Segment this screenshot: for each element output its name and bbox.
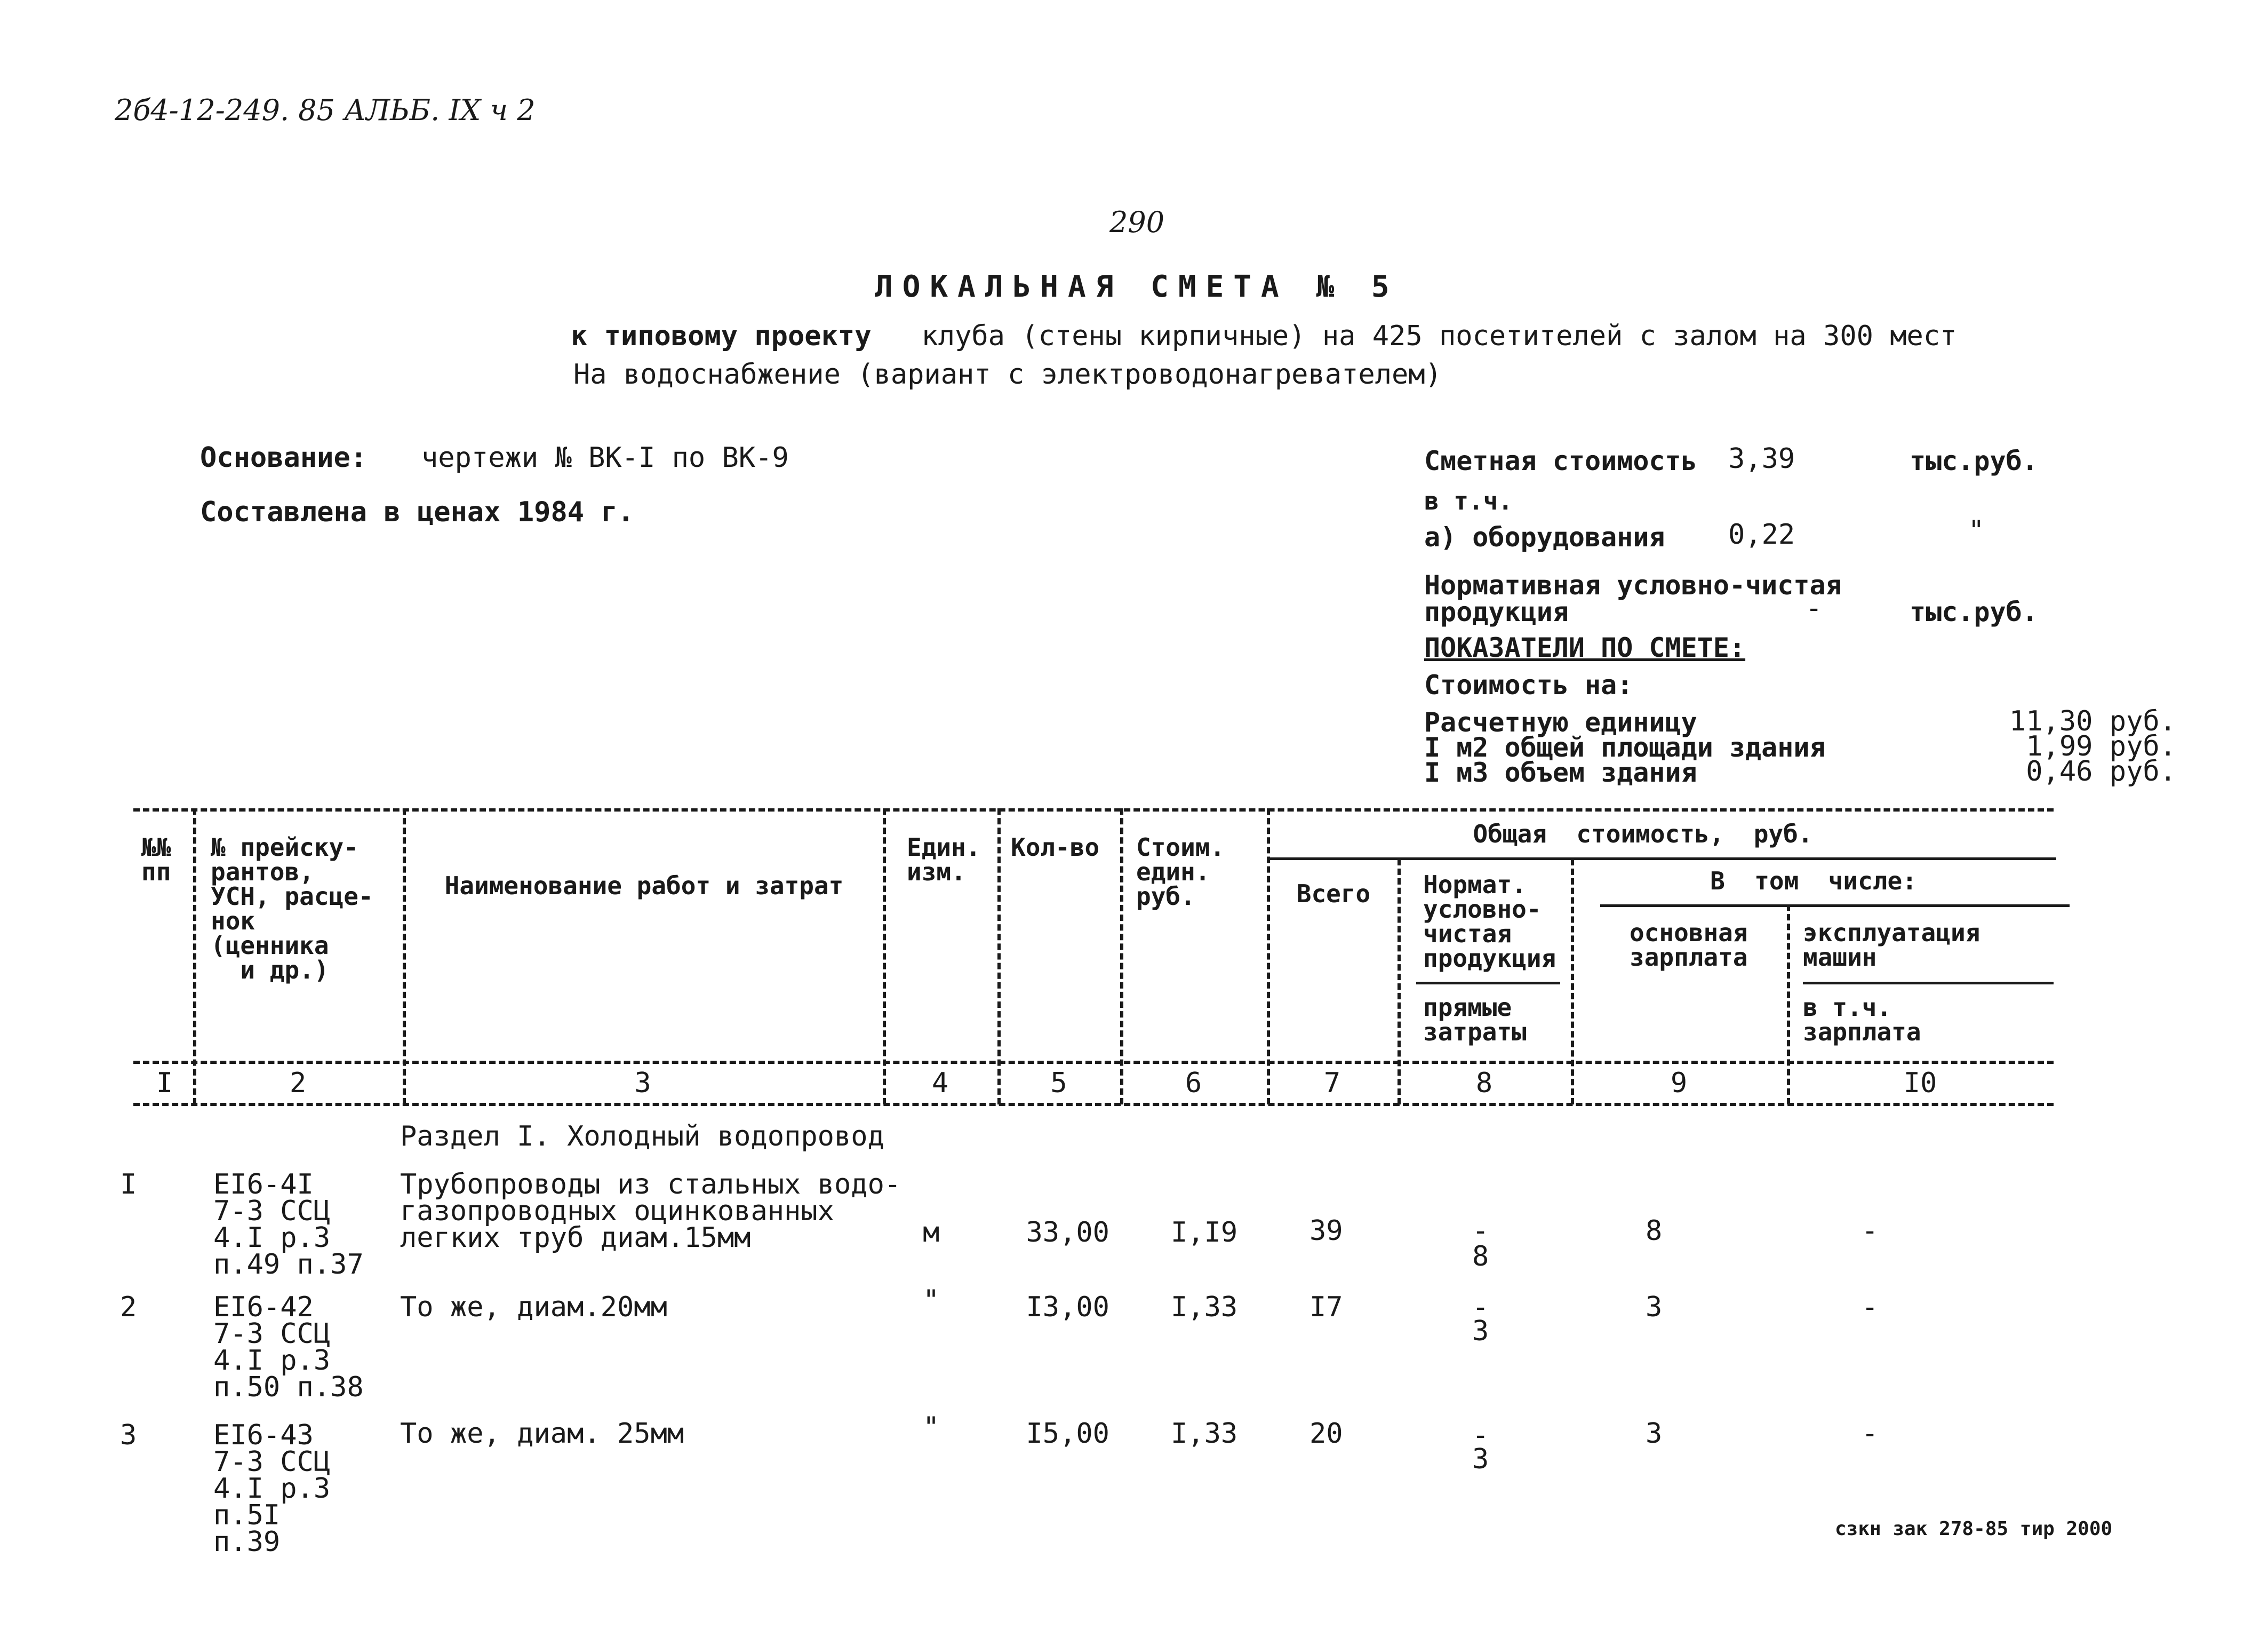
row-total: 20 xyxy=(1309,1418,1343,1450)
page-number: 290 xyxy=(1109,205,1165,239)
row-salary: 3 xyxy=(1646,1418,1663,1450)
cost-on-label: Стоимость на: xyxy=(1424,670,1633,701)
col-number: 7 xyxy=(1323,1067,1341,1099)
col-header-total-group: Общая стоимость, руб. xyxy=(1473,820,1813,848)
row-salary: 3 xyxy=(1646,1291,1663,1323)
col-header-unit-price: Стоим. един. руб. xyxy=(1136,833,1225,911)
row-total: I7 xyxy=(1309,1291,1343,1323)
normative-value: - xyxy=(1806,592,1823,624)
row-name: То же, диам. 25мм xyxy=(400,1418,684,1450)
row-code: EI6-43 7-3 ССЦ 4.I р.3 п.5I п.39 xyxy=(213,1419,331,1558)
col-number: 4 xyxy=(931,1067,949,1099)
subtitle-prefix: к типовому проекту xyxy=(571,320,872,352)
basis-value: чертежи № ВК-I по ВК-9 xyxy=(421,442,789,474)
row-unit-price: I,33 xyxy=(1171,1291,1238,1323)
row-salary: 8 xyxy=(1646,1215,1663,1247)
col-number: 5 xyxy=(1050,1067,1067,1099)
total-group-rule xyxy=(1267,857,2056,860)
col-header-unit: Един. изм. xyxy=(907,833,981,886)
unit-cost-value: 11,30 руб. xyxy=(2009,705,2176,737)
col-header-including: В том числе: xyxy=(1710,866,1917,895)
col-number: 8 xyxy=(1475,1067,1493,1099)
col-number: 2 xyxy=(289,1067,307,1099)
col-header-machines-salary: в т.ч. зарплата xyxy=(1803,993,1921,1046)
col-line-5 xyxy=(1120,808,1123,1104)
section-title: Раздел I. Холодный водопровод xyxy=(400,1120,884,1152)
equipment-value: 0,22 xyxy=(1728,519,1795,551)
row-unit: м xyxy=(923,1216,940,1249)
area-cost-value: 1,99 руб. xyxy=(2026,730,2176,762)
row-num: 3 xyxy=(120,1419,137,1451)
col-header-salary: основная зарплата xyxy=(1630,918,1748,972)
table-numbers-rule xyxy=(133,1103,2054,1106)
col-header-works: Наименование работ и затрат xyxy=(444,871,844,900)
row-direct-costs: 3 xyxy=(1472,1315,1489,1347)
cost-unit: тыс.руб. xyxy=(1910,446,2038,476)
table-header-rule xyxy=(133,1061,2054,1064)
normative-label-2: продукция xyxy=(1424,597,1569,627)
row-machines: - xyxy=(1862,1418,1879,1450)
row-name: То же, диам.20мм xyxy=(400,1291,667,1323)
page-title: ЛОКАЛЬНАЯ СМЕТА № 5 xyxy=(875,269,1399,304)
col-line-4 xyxy=(997,808,1001,1104)
row-qty: I5,00 xyxy=(1026,1418,1109,1450)
table-top-rule xyxy=(133,808,2054,812)
row-name: Трубопроводы из стальных водо- газопроводных оцинкованных легких труб диам.15мм xyxy=(400,1168,901,1254)
row-qty: I3,00 xyxy=(1026,1291,1109,1323)
col-line-3 xyxy=(883,808,886,1104)
col-header-qty: Кол-во xyxy=(1011,833,1100,862)
col-header-normative: Нормат. условно- чистая продукция xyxy=(1423,870,1556,973)
normative-unit: тыс.руб. xyxy=(1910,597,2038,627)
area-cost-label: I м2 общей площади здания xyxy=(1424,732,1826,763)
row-direct-costs: 3 xyxy=(1472,1443,1489,1475)
prices-basis: Составлена в ценах 1984 г. xyxy=(200,496,634,528)
including-label: в т.ч. xyxy=(1424,487,1513,515)
col-header-machines: эксплуатация машин xyxy=(1803,918,1980,972)
col8-split-rule xyxy=(1416,982,1560,984)
row-machines: - xyxy=(1862,1215,1879,1247)
row-code: EI6-4I 7-3 ССЦ 4.I р.3 п.49 п.37 xyxy=(213,1168,364,1281)
cost-label: Сметная стоимость xyxy=(1424,446,1697,476)
col-number: 9 xyxy=(1670,1067,1688,1099)
col-number: I xyxy=(156,1067,173,1099)
col-header-total: Всего xyxy=(1296,879,1371,908)
row-unit-price: I,33 xyxy=(1171,1418,1238,1450)
col-header-pricelist: № прейску- рантов, УСН, расце- нок (ценника и др.) xyxy=(211,833,373,984)
col-header-num: №№ пп xyxy=(141,833,171,886)
equipment-unit: " xyxy=(1968,515,1985,546)
indicators-heading: ПОКАЗАТЕЛИ ПО СМЕТЕ: xyxy=(1424,632,1746,663)
row-normative: - xyxy=(1472,1291,1489,1323)
print-mark: сзкн зак 278-85 тир 2000 xyxy=(1835,1518,2113,1540)
row-num: I xyxy=(120,1168,137,1200)
subtitle-rest: клуба (стены кирпичные) на 425 посетителей с залом на 300 мест xyxy=(921,320,1957,352)
cost-value: 3,39 xyxy=(1728,443,1795,475)
unit-cost-label: Расчетную единицу xyxy=(1424,707,1697,738)
row-unit: " xyxy=(923,1411,940,1443)
row-total: 39 xyxy=(1309,1215,1343,1247)
row-normative: - xyxy=(1472,1215,1489,1247)
row-direct-costs: 8 xyxy=(1472,1241,1489,1273)
row-normative: - xyxy=(1472,1419,1489,1451)
row-unit: " xyxy=(923,1284,940,1316)
subtitle-line-1 xyxy=(571,320,1956,352)
row-code: EI6-42 7-3 ССЦ 4.I р.3 п.50 п.38 xyxy=(213,1291,364,1403)
subtitle-line-2: На водоснабжение (вариант с электроводонагревателем) xyxy=(573,359,1442,391)
col-number: 6 xyxy=(1185,1067,1202,1099)
basis-label: Основание: xyxy=(200,442,368,474)
col10-split-rule xyxy=(1803,982,2054,984)
volume-cost-label: I м3 объем здания xyxy=(1424,757,1697,788)
equipment-label: а) оборудования xyxy=(1424,522,1665,553)
row-qty: 33,00 xyxy=(1026,1216,1109,1249)
row-num: 2 xyxy=(120,1291,137,1323)
row-unit-price: I,I9 xyxy=(1171,1216,1238,1249)
volume-cost-value: 0,46 руб. xyxy=(2026,756,2176,788)
normative-label-1: Нормативная условно-чистая xyxy=(1424,570,1842,601)
handwritten-album-code: 2б4-12-249. 85 АЛЬБ. IX ч 2 xyxy=(115,93,536,127)
including-group-rule xyxy=(1600,904,2070,907)
col-line-6 xyxy=(1267,808,1270,1104)
col-line-2 xyxy=(403,808,406,1104)
col-line-1 xyxy=(193,808,196,1104)
col-number: 3 xyxy=(634,1067,651,1099)
col-header-direct-costs: прямые затраты xyxy=(1423,993,1527,1046)
col-number: I0 xyxy=(1903,1067,1937,1099)
row-machines: - xyxy=(1862,1291,1879,1323)
